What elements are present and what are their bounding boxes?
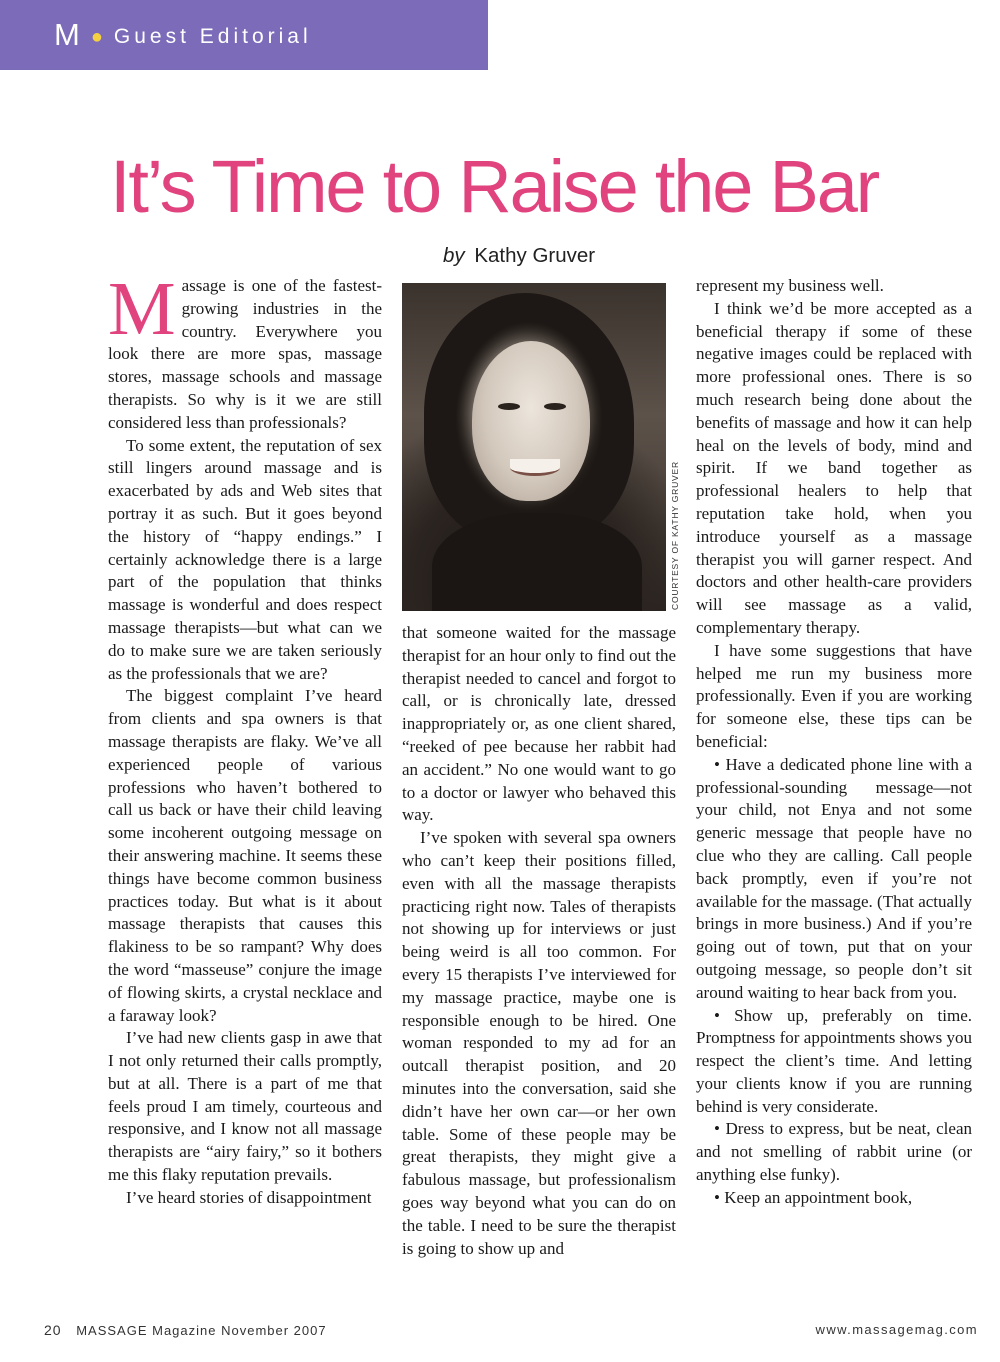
column-paragraph: • Keep an appointment book, (714, 1187, 913, 1207)
column-paragraph: To some extent, the reputation of sex still lingers around massage and is exacerbated by ads and Web sites that portray it as such. But it goes beyond the history of “happy endings.” I certainly acknowledge there is a large part of the population that thinks massage is wonderful and does respect massage therapists—but what can we do to make sure we are taken seriously as the professionals that we are? (108, 435, 382, 683)
footer-url: www.massagemag.com (815, 1322, 978, 1337)
article-column-3 (696, 275, 972, 1210)
column-paragraph: The biggest complaint I’ve heard from clients and spa owners is that massage therapists are flaky. We’ve all experienced people of various professions who haven’t bothered to call us back or have their child leaving some incoherent outgoing message on their answering machine. It seems these things have become common business practices today. But what is it about massage therapists that causes this flakiness to be so rampant? Why does the word “masseuse” conjure the image of flowing skirts, a crystal necklace and a faraway look? (108, 686, 382, 1025)
photo-eye-left (498, 403, 520, 410)
footer-left (44, 1322, 327, 1338)
drop-cap: M (108, 267, 176, 351)
publication-info: MASSAGE Magazine November 2007 (76, 1323, 327, 1338)
column-paragraph: I think we’d be more accepted as a beneficial therapy if some of these negative images could be replaced with more professional ones. There is so much research being done about the benefits of massage and how it can help heal on the levels of body, mind and spirit. If we band together as professional healers to help that reputation take hold, when you introduce yourself as a massage therapist you will garner respect. And doctors and other health-care providers will see massage as a valid, complementary therapy. (696, 298, 972, 637)
article-headline: It’s Time to Raise the Bar (110, 145, 879, 228)
photo-face (472, 341, 590, 501)
author-photo (402, 283, 666, 611)
bullet-dot-icon: ● (90, 25, 103, 48)
column-paragraph: Massage is one of the fastest-growing industries in the country. Everywhere you look there are more spas, massage stores, massage schools and massage therapists. So why is it we are still considered less than professionals? (108, 267, 382, 432)
article-column-2 (402, 622, 676, 1260)
page-number: 20 (44, 1322, 62, 1338)
column-paragraph: • Show up, preferably on time. Promptness for appointments shows you respect the client’s time. And letting your clients know if you are running behind is very considerate. (696, 1005, 972, 1116)
column-paragraph: that someone waited for the massage therapist for an hour only to find out the therapist needed to cancel and forgot to call, or is chronically late, dressed inappropriately or, as one client shared, “reeked of pee because her rabbit had an accident.” No one would want to go to a doctor or lawyer who behaved this way. (402, 623, 676, 825)
column-paragraph: I’ve had new clients gasp in awe that I not only returned their calls promptly, but at all. There is a part of me that feels proud I am timely, courteous and responsive, and I know not all massage therapists are “airy fairy,” so it bothers me this flaky reputation prevails. (108, 1028, 382, 1185)
section-letter: M (54, 17, 81, 52)
byline-prefix: by (443, 244, 465, 267)
column-paragraph: I have some suggestions that have helped me run my business more professionally. Even if you are working for someone else, these tips can be beneficial: (696, 640, 972, 751)
article-column-1 (108, 267, 382, 1210)
byline-author: Kathy Gruver (474, 244, 596, 267)
section-label: Guest Editorial (113, 25, 312, 48)
column-paragraph: I’ve spoken with several spa owners who can’t keep their positions filled, even with all the massage therapists practicing right now. Tales of therapists not showing up for interviews or just being weird is all too common. For every 15 therapists I’ve interviewed for my massage practice, maybe one is responsible enough to be hired. One woman responded to my ad for an outcall therapist position, and 20 minutes into the conversation, said she didn’t have her own car—or her own table. Some of these people may be great therapists, they might give a fabulous massage, but professionalism goes way beyond what you can do on the table. I need to be sure the therapist is going to show up and (402, 828, 676, 1258)
column-paragraph: represent my business well. (696, 276, 884, 295)
photo-mouth (510, 459, 560, 476)
column-paragraph: • Have a dedicated phone line with a professional-sounding message—not your child, not Enya and not some generic message that people have no clue who they are calling. Call people back promptly, even if you’re not available for the massage. (That actually brings in more business.) And if you’re going out of town, put that on your outgoing message, so people don’t sit around waiting to hear back from you. (696, 754, 972, 1002)
column-paragraph: • Dress to express, but be neat, clean and not smelling of rabbit urine (or anything else funky). (696, 1119, 972, 1185)
photo-body (432, 513, 642, 611)
column-paragraph: I’ve heard stories of disappointment (126, 1187, 372, 1207)
photo-credit: COURTESY OF KATHY GRUVER (670, 461, 680, 610)
section-header (0, 0, 488, 70)
photo-eye-right (544, 403, 566, 410)
byline (443, 244, 595, 268)
